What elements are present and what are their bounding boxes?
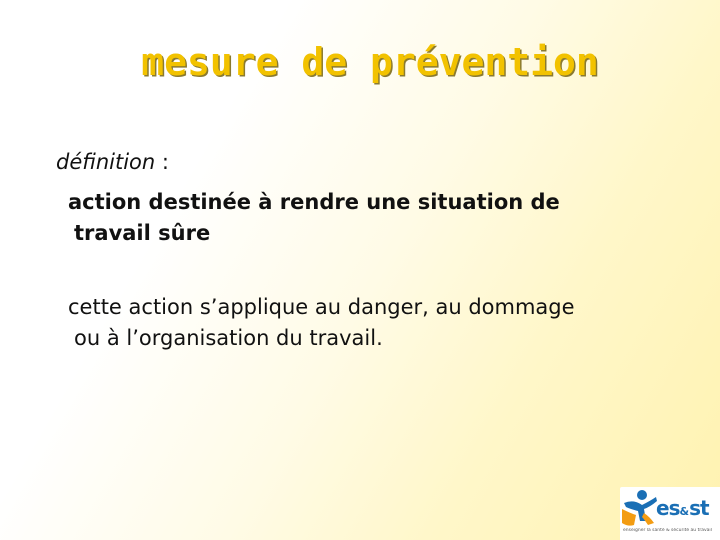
definition-label-text: définition	[56, 150, 156, 174]
logo-tagline: enseigner la santé & sécurité au travail	[623, 528, 712, 533]
scope-line-2: ou à l’organisation du travail.	[74, 326, 383, 350]
definition-line-1: action destinée à rendre une situation de	[68, 190, 560, 214]
logo-st: st	[689, 496, 709, 520]
logo-wordmark	[656, 496, 709, 520]
logo-es: es	[656, 496, 680, 520]
definition-separator: :	[155, 150, 169, 174]
logo-amp: &	[679, 505, 690, 518]
slide-title: mesure de prévention	[141, 40, 599, 84]
figure-icon	[620, 487, 660, 529]
scope-text	[68, 292, 688, 354]
definition-label	[56, 150, 169, 174]
definition-text	[68, 187, 668, 249]
esst-logo	[620, 487, 720, 540]
definition-line-2: travail sûre	[74, 221, 211, 245]
scope-line-1: cette action s’applique au danger, au dommage	[68, 295, 575, 319]
